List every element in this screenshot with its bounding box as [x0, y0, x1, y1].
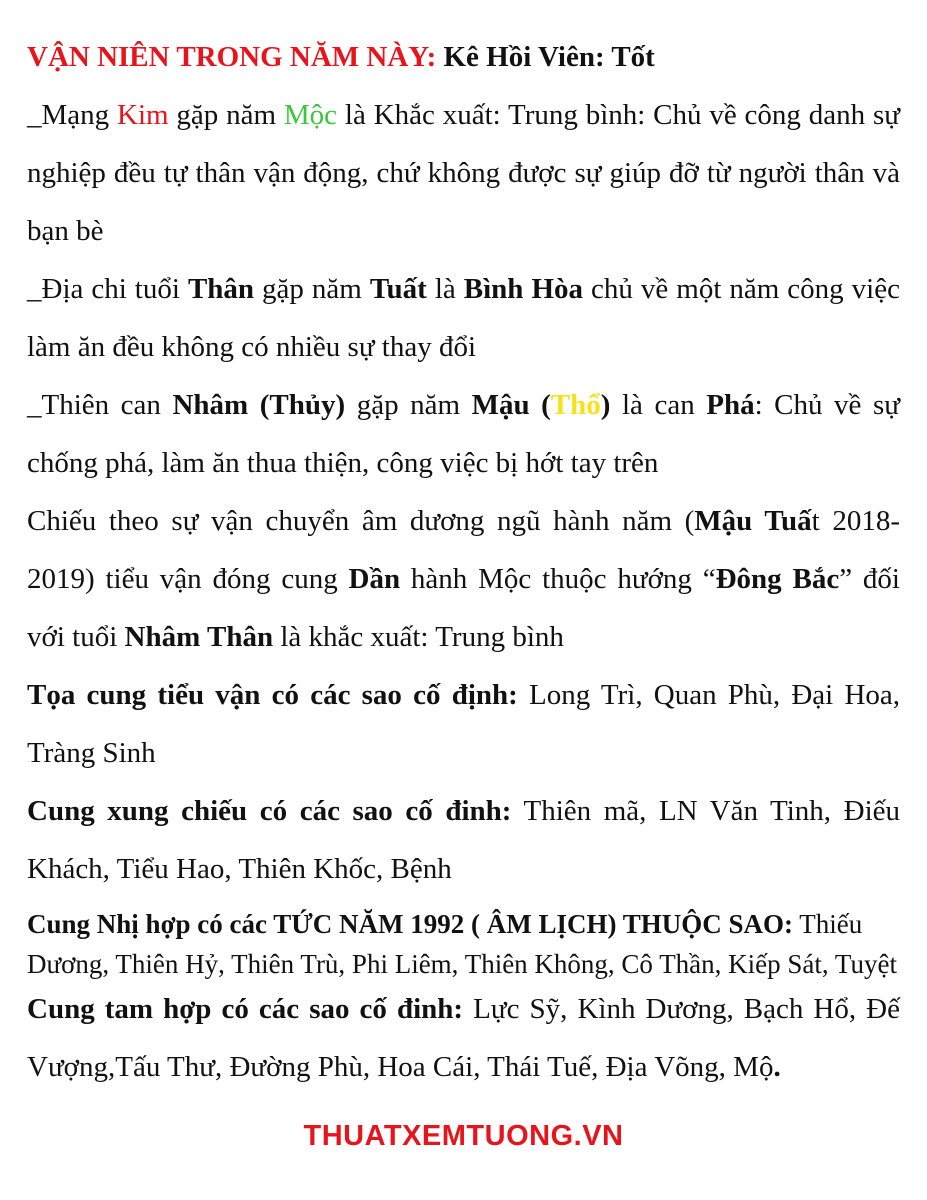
bold-dong-bac: Đông Bắc — [715, 563, 840, 595]
bold-than: Thân — [187, 273, 255, 305]
tam-hop-end: . — [773, 1051, 781, 1083]
bold-tuat: Tuất — [369, 273, 427, 305]
bold-mau: Mậu ( — [471, 389, 551, 421]
text-span: hành Mộc thuộc hướng “ — [400, 563, 716, 595]
toa-cung-text: Long Trì, Quan Phù, Đại Hoa, Tràng Sinh — [27, 679, 901, 769]
xung-chieu-text: Thiên mã, LN Văn Tinh, Điếu Khách, Tiểu Hao, Thiên Khốc, Bệnh — [27, 795, 900, 885]
paragraph-xung-chieu — [27, 782, 900, 898]
heading-value: Kê Hồi Viên: Tốt — [436, 41, 655, 73]
bold-nham-than: Nhâm Thân — [124, 621, 274, 653]
text-span: Chiếu theo sự vận chuyển âm dương ngũ hành năm ( — [27, 505, 695, 537]
paragraph-nhi-hop — [27, 904, 900, 984]
text-span: : Chủ về sự chống phá, làm ăn thua thiện, công việc bị hớt tay trên — [27, 389, 900, 479]
heading — [27, 28, 900, 86]
element-tho: Thổ — [550, 389, 601, 421]
text-span: _Mạng — [27, 99, 117, 131]
bold-nham-thuy: Nhâm (Thủy) — [172, 389, 346, 421]
paragraph-thien-can — [27, 376, 900, 492]
element-moc: Mộc — [283, 99, 338, 131]
paragraph-tam-hop — [27, 980, 900, 1096]
bold-binh-hoa: Bình Hòa — [463, 273, 583, 305]
paragraph-toa-cung — [27, 666, 900, 782]
text-span: _Thiên can — [27, 389, 173, 421]
text-span: chủ về một năm công việc làm ăn đều không có nhiều sự thay đổi — [27, 273, 900, 363]
element-kim: Kim — [117, 99, 169, 131]
text-span: là — [426, 273, 464, 305]
paragraph-dia-chi — [27, 260, 900, 376]
text-span: là can — [610, 389, 707, 421]
xung-chieu-label: Cung xung chiếu có các sao cố đinh: — [27, 795, 512, 827]
text-span: là khắc xuất: Trung bình — [273, 621, 564, 653]
nhi-hop-label: Cung Nhị hợp có các TỨC NĂM 1992 ( ÂM LỊCH) THUỘC SAO: — [27, 909, 793, 939]
site-watermark: THUATXEMTUONG.VN — [303, 1120, 624, 1152]
bold-paren: ) — [600, 389, 611, 421]
paragraph-chieu-theo — [27, 492, 900, 666]
text-span: t 2018- 2019) tiểu vận đóng cung — [27, 505, 900, 595]
document-body — [27, 28, 900, 1096]
text-span: gặp năm — [254, 273, 370, 305]
text-span: gặp năm — [168, 99, 284, 131]
bold-mau-tuat: Mậu Tuấ — [694, 505, 812, 537]
tam-hop-label: Cung tam hợp có các sao cố đinh: — [27, 993, 464, 1025]
bold-pha: Phá — [706, 389, 755, 421]
text-span: _Địa chi tuổi — [27, 273, 188, 305]
paragraph-menh — [27, 86, 900, 260]
tam-hop-text: Lực Sỹ, Kình Dương, Bạch Hổ, Đế Vượng,Tấu Thư, Đường Phù, Hoa Cái, Thái Tuế, Địa Võng, Mộ — [27, 993, 900, 1083]
heading-label: VẬN NIÊN TRONG NĂM NÀY: — [27, 41, 437, 73]
bold-dan: Dần — [348, 563, 401, 595]
text-span: gặp năm — [345, 389, 472, 421]
text-span: ” đối với tuổi — [27, 563, 900, 653]
text-span: là Khắc xuất: Trung bình: Chủ về công danh sự nghiệp đều tự thân vận động, chứ không được sự giúp đỡ từ người thân và bạn bè — [27, 99, 900, 247]
toa-cung-label: Tọa cung tiểu vận có các sao cố định: — [27, 679, 518, 711]
nhi-hop-text: Thiếu Dương, Thiên Hỷ, Thiên Trù, Phi Liêm, Thiên Không, Cô Thần, Kiếp Sát, Tuyệt — [27, 909, 897, 979]
